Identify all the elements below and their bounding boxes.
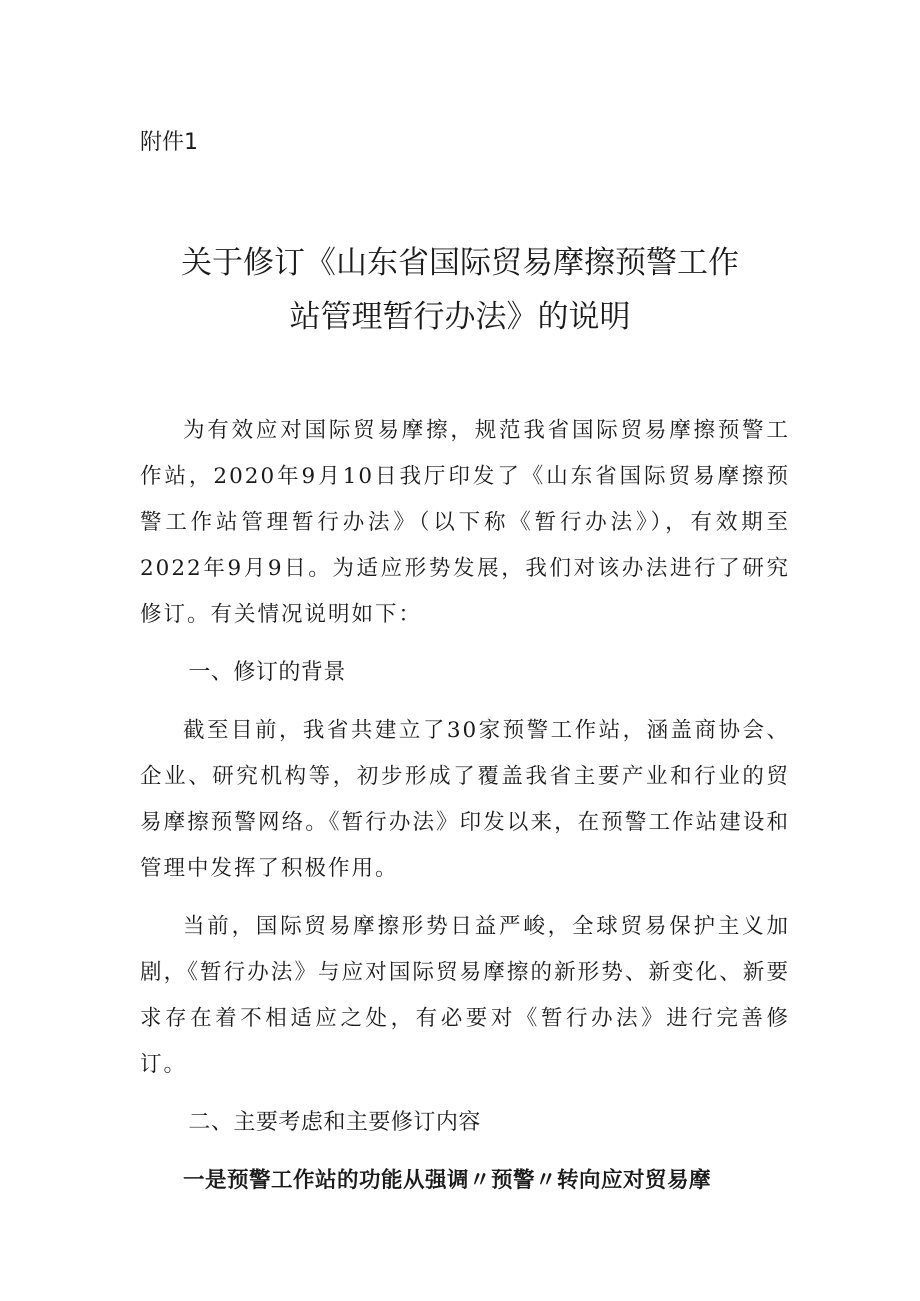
title-line-2: 站管理暂行办法》的说明 [289,299,631,335]
document-body [140,408,790,1204]
document-title [140,236,780,344]
intro-paragraph: 为有效应对国际贸易摩擦，规范我省国际贸易摩擦预警工作站，2020年9月10日我厅印发了《山东省国际贸易摩擦预警工作站管理暂行办法》（以下称《暂行办法》），有效期至2022年9月9日。为适应形势发展，我们对该办法进行了研究修订。有关情况说明如下： [140,418,790,627]
attachment-label: 附件1 [140,130,198,155]
section-heading-background: 一、修订的背景 [188,660,346,685]
title-line-1: 关于修订《山东省国际贸易摩擦预警工作 [181,245,739,281]
background-paragraph-2: 当前，国际贸易摩擦形势日益严峻，全球贸易保护主义加剧，《暂行办法》与应对国际贸易摩擦的新形势、新变化、新要求存在着不相适应之处，有必要对《暂行办法》进行完善修订。 [140,914,790,1077]
revision-point-1: 一是预警工作站的功能从强调〃预警〃转向应对贸易摩 [183,1168,712,1193]
section-heading-revisions: 二、主要考虑和主要修订内容 [188,1110,481,1135]
background-paragraph-1: 截至目前，我省共建立了30家预警工作站，涵盖商协会、企业、研究机构等，初步形成了覆盖我省主要产业和行业的贸易摩擦预警网络。《暂行办法》印发以来，在预警工作站建设和管理中发挥了积极作用。 [140,718,790,881]
